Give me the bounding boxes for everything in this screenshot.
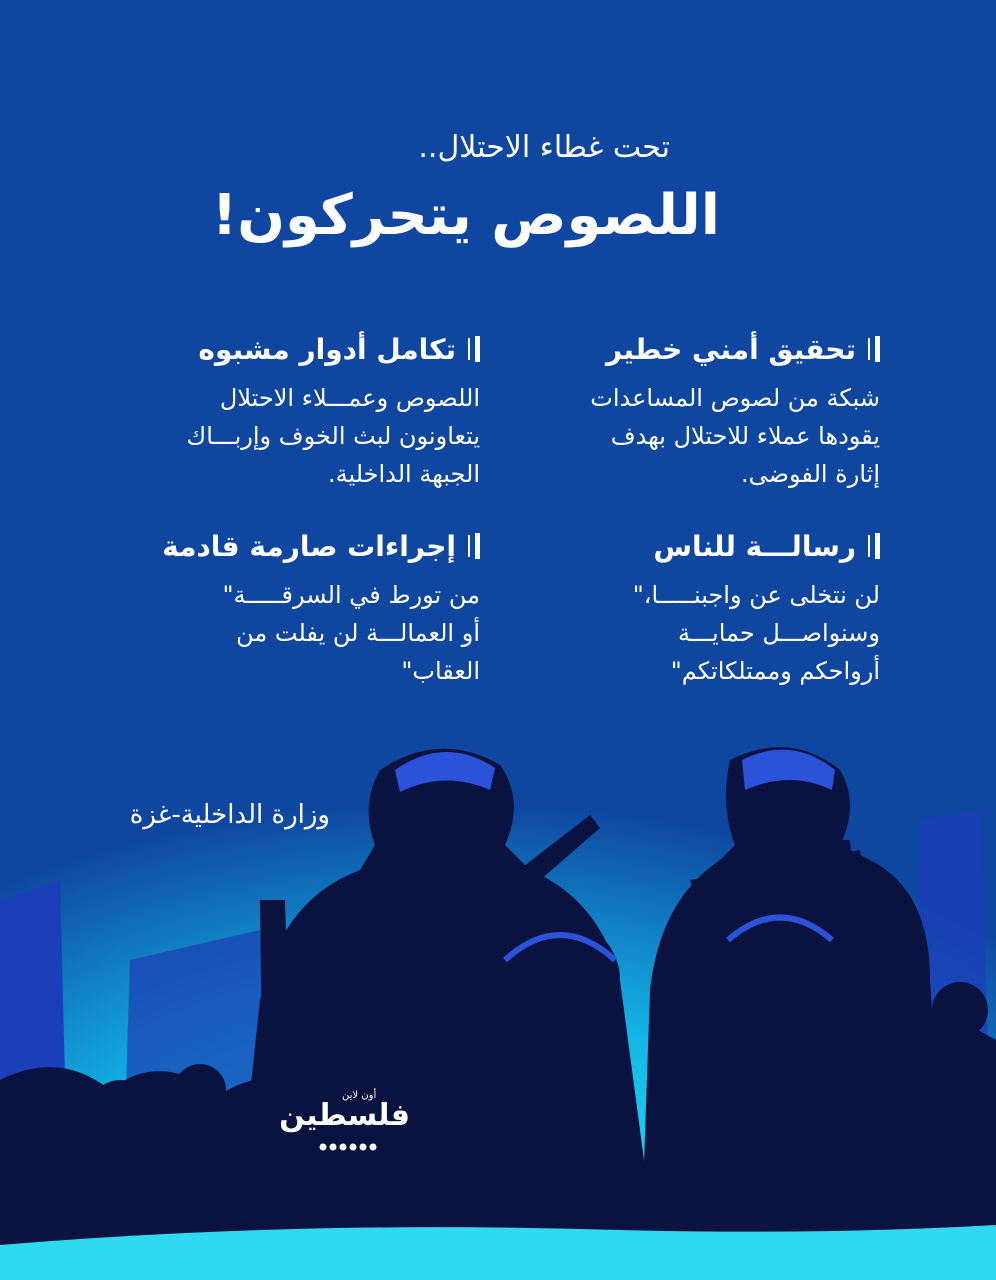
bar-marker-icon (868, 533, 880, 559)
card-line: إثارة الفوضى. (741, 460, 880, 488)
card-message-to-people (540, 524, 880, 690)
bar-marker-icon (868, 336, 880, 362)
card-line: أرواحكم وممتلكاتكم" (670, 657, 880, 685)
logo-wordmark: فلسطين (279, 1098, 410, 1133)
poster-title: اللصوص يتحركون! (211, 183, 720, 248)
social-icons (318, 1142, 378, 1152)
felesteen-online-logo (279, 1090, 410, 1162)
poster-subtitle: تحت غطاء الاحتلال.. (418, 130, 670, 165)
card-line: وسنواصـــل حمايـــة (678, 619, 880, 647)
card-title: إجراءات صارمة قادمة (162, 529, 456, 563)
card-line: يقودها عملاء للاحتلال بهدف (610, 422, 880, 450)
card-line: أو العمالـــة لن يفلت من (236, 619, 480, 647)
card-title: تحقيق أمني خطير (605, 332, 856, 366)
card-line: شبكة من لصوص المساعدات (590, 384, 880, 412)
ministry-signature: وزارة الداخلية-غزة (129, 800, 330, 830)
card-line: الجبهة الداخلية. (327, 460, 480, 488)
card-line: لن نتخلى عن واجبنـــــا،" (632, 581, 880, 609)
logo-subtext: أون لاين (342, 1090, 377, 1101)
card-body (140, 576, 480, 690)
card-body (540, 379, 880, 493)
card-strict-measures (140, 524, 480, 690)
card-body (140, 379, 480, 493)
card-line: اللصوص وعمـــلاء الاحتلال (219, 384, 480, 412)
card-title: تكامل أدوار مشبوه (198, 332, 456, 366)
card-body (540, 576, 880, 690)
card-security-investigation (540, 327, 880, 493)
card-title: رسالـــة للناس (653, 529, 856, 563)
card-line: يتعاونون لبث الخوف وإربـــاك (186, 422, 480, 450)
card-line: العقاب" (401, 657, 480, 685)
card-line: من تورط في السرقـــــة" (222, 581, 480, 609)
card-suspicious-roles (140, 327, 480, 493)
bar-marker-icon (468, 533, 480, 559)
bar-marker-icon (468, 336, 480, 362)
